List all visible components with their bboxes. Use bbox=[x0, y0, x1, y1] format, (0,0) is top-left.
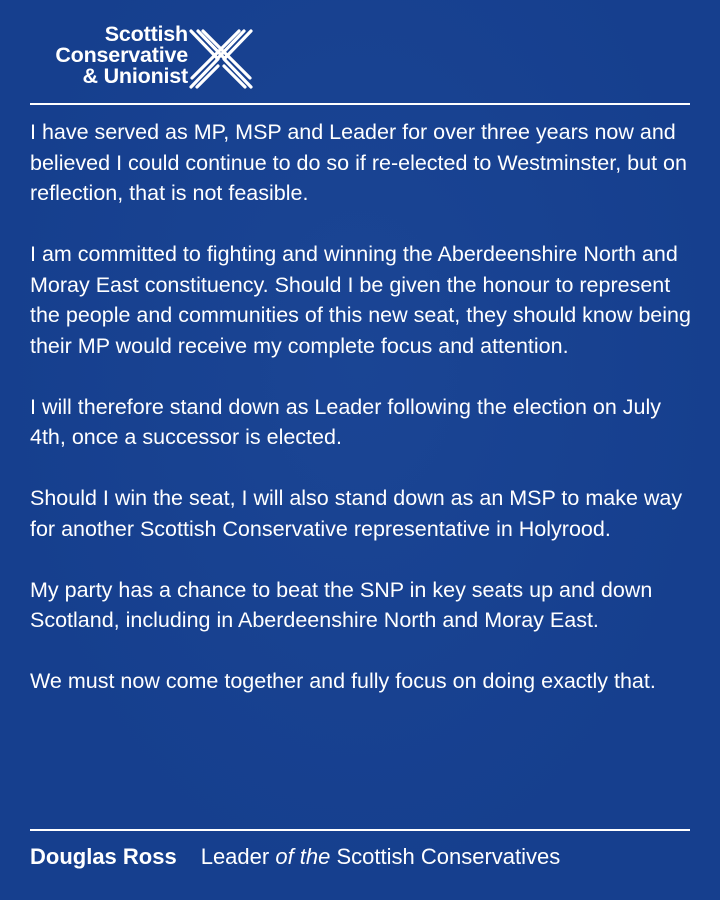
saltire-cross-icon bbox=[188, 26, 254, 92]
signatory-title-part-2: of the bbox=[275, 844, 331, 869]
paragraph: I have served as MP, MSP and Leader for over three years now and believed I could continue to do so if re-elected to Westminster, but on reflection, that is not feasible. bbox=[30, 120, 687, 205]
signatory-title-part-1: Leader bbox=[200, 844, 276, 869]
statement-body bbox=[30, 117, 700, 697]
paragraph: I am committed to fighting and winning the Aberdeenshire North and Moray East constituency. Should I be given the honour to represent the people and communities of this new seat, they should know being their MP would receive my complete focus and attention. bbox=[30, 242, 691, 358]
logo-line-1: Scottish bbox=[104, 22, 188, 46]
paragraph: My party has a chance to beat the SNP in key seats up and down Scotland, including in Aberdeenshire North and Moray East. bbox=[30, 577, 653, 632]
paragraph: Should I win the seat, I will also stand down as an MSP to make way for another Scottish Conservative representative in Holyrood. bbox=[30, 486, 683, 541]
logo-line-3: & Unionist bbox=[82, 64, 188, 88]
logo-line-2: Conservative bbox=[55, 43, 188, 67]
top-divider bbox=[30, 103, 690, 105]
party-logo bbox=[28, 24, 268, 96]
bottom-divider bbox=[30, 829, 690, 831]
paragraph: I will therefore stand down as Leader following the election on July 4th, once a successor is elected. bbox=[30, 394, 662, 449]
signatory-name: Douglas Ross bbox=[30, 844, 177, 869]
signatory-title-part-3: Scottish Conservatives bbox=[330, 844, 561, 869]
signature bbox=[30, 842, 560, 872]
logo-wordmark bbox=[55, 24, 188, 87]
signatory-title bbox=[201, 844, 561, 869]
paragraph: We must now come together and fully focus on doing exactly that. bbox=[30, 669, 656, 693]
